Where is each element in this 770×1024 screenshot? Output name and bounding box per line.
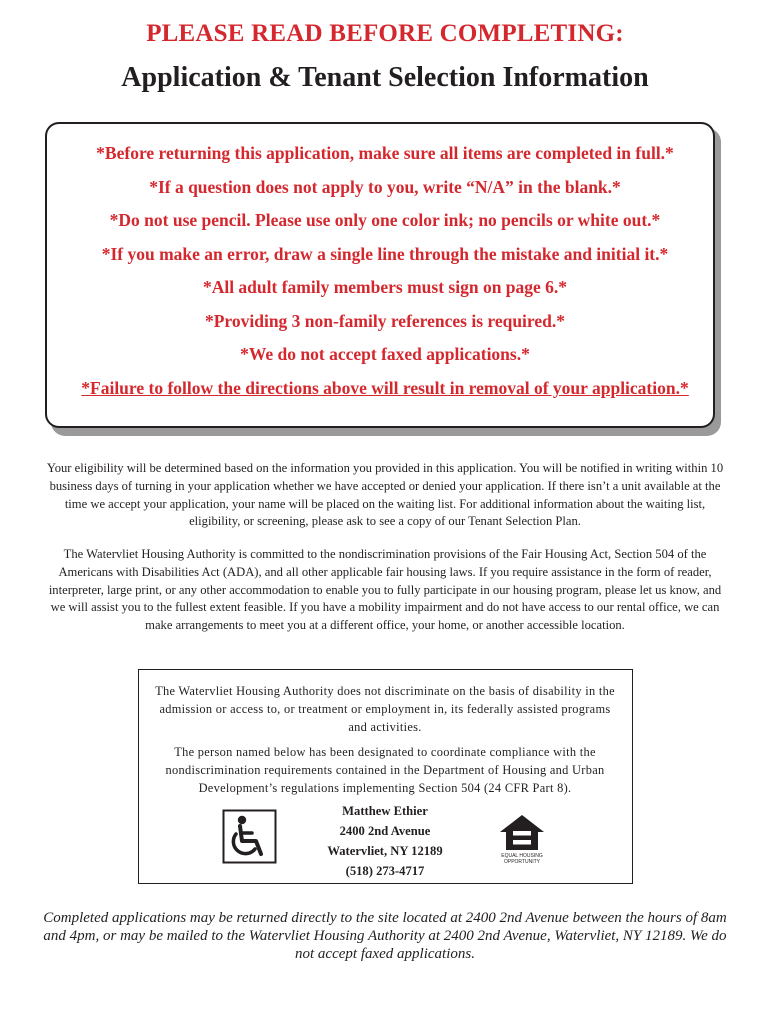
instruction-line: *If you make an error, draw a single line through the mistake and initial it.*: [101, 244, 669, 264]
eho-logo-line-2: OPPORTUNITY: [503, 859, 541, 864]
contact-city: Watervliet, NY 12189: [327, 844, 443, 858]
instruction-warning-line: *Failure to follow the directions above will result in removal of your application.*: [81, 378, 689, 398]
equal-housing-opportunity-icon: [494, 810, 550, 864]
instruction-line: *Do not use pencil. Please use only one color ink; no pencils or white out.*: [109, 210, 661, 230]
nondiscrimination-paragraph: The Watervliet Housing Authority is committed to the nondiscrimination provisions of the Fair Housing Act, Section 504 of the Americans with Disabilities Act (ADA), and all other applicable fair housing laws. If you require assistance in the form of reader, interpreter, large print, or any other accommodation to enable you to fully participate in our housing program, please let us know, and we will assist you to the fullest extent feasible. If you have a mobility impairment and do not have access to our rental office, we can make arrangements to meet you at a different office, your home, or another accessible location.: [48, 547, 722, 633]
wheelchair-accessibility-icon: [222, 809, 277, 864]
return-instructions: Completed applications may be returned directly to the site located at 2400 2nd Avenue between the hours of 8am and 4pm, or may be mailed to the Watervliet Housing Authority at 2400 2nd Avenue, Watervliet, NY 12189. We do not accept faxed applications.: [43, 910, 727, 962]
warning-title: PLEASE READ BEFORE COMPLETING:: [146, 20, 624, 47]
eligibility-paragraph: Your eligibility will be determined based on the information you provided in this application. You will be notified in writing within 10 business days of turning in your application whether we have accepted or denied your application. If there isn’t a unit available at the time we accept your application, your name will be placed on the waiting list. For additional information about the waiting list, eligibility, or screening, please ask to see a copy of our Tenant Selection Plan.: [46, 461, 724, 529]
contact-name: Matthew Ethier: [342, 804, 428, 818]
contact-block: [285, 801, 485, 881]
contact-street: 2400 2nd Avenue: [339, 824, 431, 838]
coordinator-statement: The person named below has been designated to coordinate compliance with the nondiscrimination requirements contained in the Department of Housing and Urban Development’s regulations implementing Section 504 (24 CFR Part 8).: [165, 745, 605, 796]
instruction-line: *All adult family members must sign on page 6.*: [202, 277, 568, 297]
instruction-line: *Providing 3 non-family references is required.*: [204, 311, 566, 331]
disability-statement: The Watervliet Housing Authority does not discriminate on the basis of disability in the admission or access to, or treatment or employment in, its federally assisted programs and activities.: [155, 684, 615, 735]
instruction-line: *We do not accept faxed applications.*: [240, 344, 530, 364]
contact-phone: (518) 273-4717: [345, 864, 425, 878]
instruction-line: *Before returning this application, make sure all items are completed in full.*: [96, 143, 674, 163]
page-title: Application & Tenant Selection Information: [121, 62, 649, 93]
eho-logo-line-1: EQUAL HOUSING: [501, 853, 543, 859]
instruction-line: *If a question does not apply to you, write “N/A” in the blank.*: [149, 177, 621, 197]
